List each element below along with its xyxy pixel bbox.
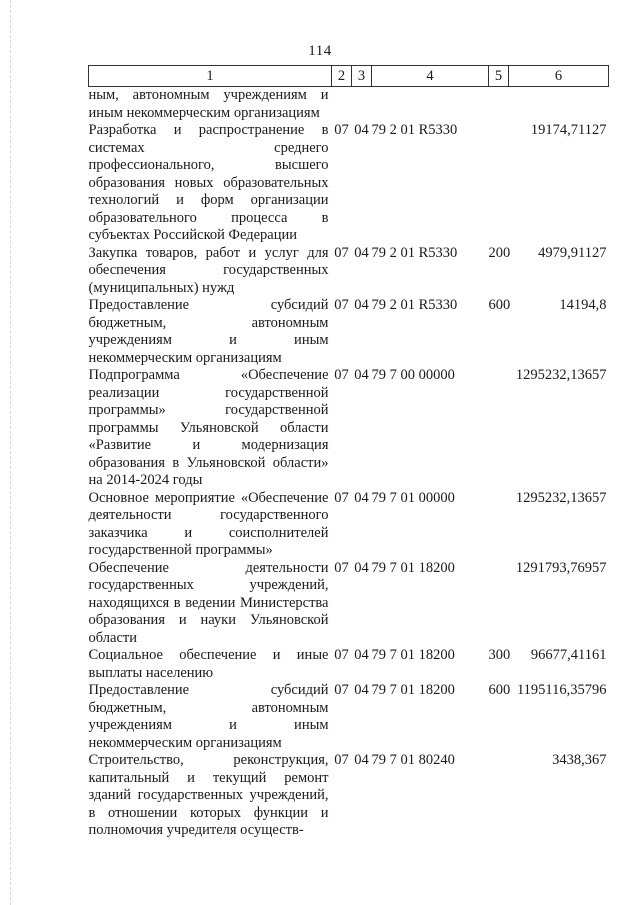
row-name: Основное мероприятие «Обеспечение деятельности государственного заказчика и соисполнителей государственной программы» [88,489,329,558]
row-subsection: 04 [354,489,369,506]
row-target: 79 2 01 R5330 [371,244,458,261]
page-number: 114 [308,43,332,59]
row-amount: 3438,367 [552,752,607,768]
table-body [89,87,609,840]
row-amount: 1295232,13657 [515,367,607,383]
table-row [89,245,609,298]
column-header-section: 2 [332,66,352,87]
row-subsection: 04 [354,752,369,768]
row-section: 07 [334,244,349,261]
row-target: 79 2 01 R5330 [371,122,458,138]
table-row [89,752,609,840]
row-expense-type: 600 [488,682,511,698]
row-amount [509,87,609,123]
row-expense-type: 200 [488,244,511,261]
row-section: 07 [334,559,349,576]
row-subsection: 04 [354,647,369,663]
column-header-name: 1 [89,66,332,87]
row-amount: 1291793,76957 [515,559,607,576]
row-amount: 1195116,35796 [516,682,607,698]
column-header-row [89,66,609,87]
row-amount: 14194,8 [559,297,607,313]
row-name: Закупка товаров, работ и услуг для обеспечения государственных (муниципальных) нужд [88,244,329,296]
row-subsection: 04 [354,297,369,313]
row-name: Разработка и распространение в системах среднего профессионального, высшего образования новых образовательных технологий и форм организации образовательного процесса в субъектах Российской Федерации [88,122,329,243]
row-expense-type [489,367,509,490]
row-name: Обеспечение деятельности государственных учреждений, находящихся в ведении Министерства образования и науки Ульяновской области [88,559,329,646]
row-target: 79 7 00 00000 [371,367,455,383]
row-name: Подпрограмма «Обеспечение реализации государственной программы» государственной программы Ульяновской области «Развитие и модернизация образования в Ульяновской области» на 2014-2024 годы [88,367,329,488]
row-target: 79 7 01 18200 [371,682,455,698]
row-amount: 96677,41161 [530,647,607,663]
row-name: Социальное обеспечение и иные выплаты населению [88,647,329,681]
row-subsection: 04 [354,559,369,576]
row-target [372,87,489,123]
row-amount: 4979,91127 [538,244,607,261]
row-target: 79 7 01 00000 [371,489,455,506]
table-row [89,560,609,648]
row-section: 07 [334,489,349,506]
row-target: 79 7 01 18200 [371,559,455,576]
row-section: 07 [334,297,349,313]
column-header-amount: 6 [509,66,609,87]
row-expense-type [489,490,509,560]
row-name: Предоставление субсидий бюджетным, автономным учреждениям и иным некоммерческим организациям [88,297,329,366]
row-section: 07 [334,647,349,663]
column-header-expense-type: 5 [489,66,509,87]
row-section: 07 [334,367,349,383]
row-expense-type: 300 [488,647,511,663]
row-amount: 19174,71127 [530,122,607,138]
row-section [332,87,352,123]
table-row [89,297,609,367]
row-section: 07 [334,682,349,698]
row-subsection [352,87,372,123]
column-header-subsection: 3 [352,66,372,87]
table-row [89,647,609,682]
row-expense-type: 600 [488,297,511,313]
row-expense-type [489,122,509,245]
row-expense-type [489,87,509,123]
row-target: 79 2 01 R5330 [371,297,458,313]
row-section: 07 [334,752,349,768]
row-section: 07 [334,122,349,138]
row-target: 79 7 01 80240 [371,752,455,768]
budget-table [88,65,609,840]
row-subsection: 04 [354,682,369,698]
table-row [89,87,609,123]
row-expense-type [489,752,509,840]
row-subsection: 04 [354,367,369,383]
row-subsection: 04 [354,122,369,138]
row-name: Предоставление субсидий бюджетным, автономным учреждениям и иным некоммерческим организациям [88,682,329,751]
table-row [89,122,609,245]
row-name: ным, автономным учреждениям и иным некоммерческим организациям [88,87,329,121]
table-row [89,682,609,752]
row-target: 79 7 01 18200 [371,647,455,663]
row-expense-type [489,560,509,648]
table-row [89,367,609,490]
row-subsection: 04 [354,244,369,261]
row-amount: 1295232,13657 [515,489,607,506]
table-row [89,490,609,560]
column-header-target: 4 [372,66,489,87]
row-name: Строительство, реконструкция, капитальный и текущий ремонт зданий государственных учреждений, в отношении которых функции и полномочия учредителя осуществ- [88,752,329,838]
scan-margin-line [10,0,11,905]
